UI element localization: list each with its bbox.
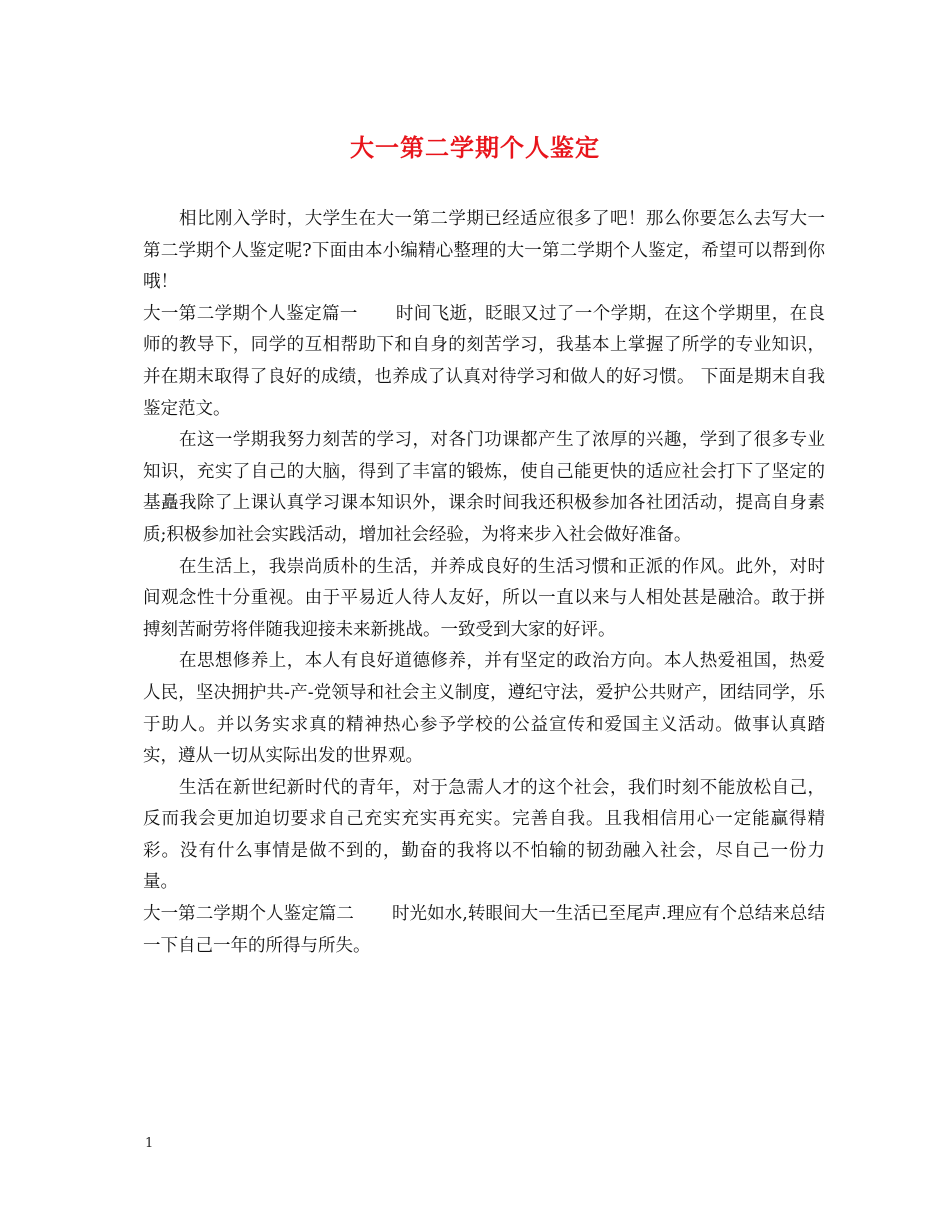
document-title: 大一第二学期个人鉴定: [350, 133, 600, 162]
page-number: 1: [145, 1136, 154, 1151]
section-2-text: 时光如水,转眼间大一生活已至尾声.理应有个总结来总结一下自己一年的所得与所失。: [143, 904, 826, 956]
body-paragraph: 在这一学期我努力刻苦的学习，对各门功课都产生了浓厚的兴趣，学到了很多专业知识，充实了自己的大脑，得到了丰富的锻炼，使自己能更快的适应社会打下了坚定的基矗我除了上课认真学习课本知识外，课余时间我还积极参加各社团活动，提高自身素质;积极参加社会实践活动，增加社会经验，为将来步入社会做好准备。: [143, 430, 825, 545]
body-paragraph: 在生活上，我崇尚质朴的生活，并养成良好的生活习惯和正派的作风。此外，对时间观念性十分重视。由于平易近人待人友好，所以一直以来与人相处甚是融洽。敢于拼搏刻苦耐劳将伴随我迎接未来新挑战。一致受到大家的好评。: [143, 556, 825, 640]
section-2-paragraph: [143, 899, 825, 962]
section-1-paragraph: [143, 299, 825, 425]
document-body: [143, 204, 825, 962]
body-paragraph: 生活在新世纪新时代的青年，对于急需人才的这个社会，我们时刻不能放松自己，反而我会更加迫切要求自己充实充实再充实。完善自我。且我相信用心一定能赢得精彩。没有什么事情是做不到的，勤奋的我将以不怕输的韧劲融入社会，尽自己一份力量。: [143, 777, 825, 893]
body-paragraph: 在思想修养上，本人有良好道德修养，并有坚定的政治方向。本人热爱祖国，热爱人民，坚决拥护共-产-党领导和社会主义制度，遵纪守法，爱护公共财产，团结同学，乐于助人。并以务实求真的精神热心参予学校的公益宣传和爱国主义活动。做事认真踏实，遵从一切从实际出发的世界观。: [143, 651, 825, 767]
section-1-text: 时间飞逝，眨眼又过了一个学期，在这个学期里，在良师的教导下，同学的互相帮助下和自身的刻苦学习，我基本上掌握了所学的专业知识，并在期末取得了良好的成绩，也养成了认真对待学习和做人的好习惯。 下面是期末自我鉴定范文。: [143, 303, 826, 419]
intro-paragraph: 相比刚入学时，大学生在大一第二学期已经适应很多了吧！那么你要怎么去写大一第二学期个人鉴定呢?下面由本小编精心整理的大一第二学期个人鉴定，希望可以帮到你哦！: [143, 209, 825, 293]
section-1-heading: 大一第二学期个人鉴定篇一: [143, 303, 358, 324]
section-2-heading: 大一第二学期个人鉴定篇二: [143, 904, 354, 925]
